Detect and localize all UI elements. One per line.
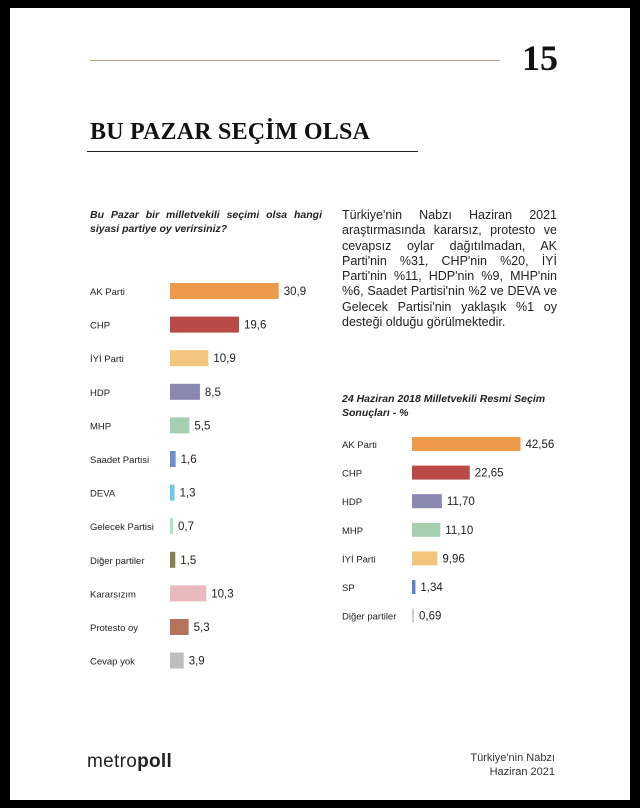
chart-2021-value-label-mhp: 5,5 xyxy=(194,420,211,433)
chart-2021-category-label-deva: DEVA xyxy=(90,488,116,500)
metropoll-logo: metropoll xyxy=(87,751,173,772)
chart-2018-bar-diger-partiler xyxy=(412,609,414,623)
chart-2018-category-label-i-yi-parti: İYİ Parti xyxy=(342,554,376,566)
chart-2018-bar-mhp xyxy=(412,523,440,537)
page-title: BU PAZAR SEÇİM OLSA xyxy=(90,119,371,145)
chart-2018-category-label-ak-parti: AK Parti xyxy=(342,440,377,451)
chart-2018-category-label-diger-partiler: Diğer partiler xyxy=(342,611,397,623)
chart-2021-value-label-hdp: 8,5 xyxy=(204,386,221,399)
chart-2021-category-label-cevap-yok: Cevap yok xyxy=(90,656,135,668)
chart-2021-category-label-diger-partiler: Diğer partiler xyxy=(90,555,145,567)
chart-2021-category-label-saadet-partisi: Saadet Partisi xyxy=(90,455,150,466)
chart-2018-title: 24 Haziran 2018 Milletvekili Resmi Seçim Sonuçları - % xyxy=(342,393,546,419)
chart-2018-bar-chp xyxy=(412,466,470,480)
chart-2018-bar-i-yi-parti xyxy=(412,551,437,565)
chart-2021-value-label-diger-partiler: 1,5 xyxy=(180,554,197,567)
footer-report-name: Türkiye'nin Nabzı xyxy=(470,752,555,764)
chart-2021-category-label-gelecek-partisi: Gelecek Partisi xyxy=(90,522,154,534)
chart-2018-category-label-hdp: HDP xyxy=(342,497,363,509)
chart-2021-value-label-protesto-oy: 5,3 xyxy=(193,622,210,634)
survey-question: Bu Pazar bir milletvekili seçimi olsa hangi siyasi partiye oy verirsiniz? xyxy=(90,209,322,235)
chart-2018-value-label-hdp: 11,70 xyxy=(446,496,475,509)
chart-2021-value-label-saadet-partisi: 1,6 xyxy=(180,454,197,466)
page-number: 15 xyxy=(522,38,558,78)
chart-2021-value-label-deva: 1,3 xyxy=(179,487,196,500)
chart-2018-category-label-chp: CHP xyxy=(342,468,363,480)
chart-2021-category-label-i-yi-parti: İYİ Parti xyxy=(90,354,124,366)
chart-2018-category-label-sp: SP xyxy=(342,583,355,594)
chart-2021-value-label-i-yi-parti: 10,9 xyxy=(213,353,236,366)
chart-2018-bar-hdp xyxy=(412,494,442,508)
chart-2018-value-label-sp: 1,34 xyxy=(420,582,443,594)
chart-2018-election-results xyxy=(10,8,630,648)
chart-2021-value-label-cevap-yok: 3,9 xyxy=(188,655,205,668)
chart-2018-value-label-i-yi-parti: 9,96 xyxy=(442,553,465,566)
findings-paragraph: Türkiye'nin Nabzı Haziran 2021 araştırmasında kararsız, protesto ve cevapsız oylar dağıtılmadan, AK Parti'nin %31, CHP'nin %20, İYİ Parti'nin %11, HDP'nin %9, MHP'nin %6, Saadet Partisi'nin %2 ve DEVA ve Gelecek Partisi'nin yaklaşık %1 oy desteği olduğu görülmektedir. xyxy=(342,208,557,330)
chart-2021-category-label-mhp: MHP xyxy=(90,421,112,433)
chart-2018-category-label-mhp: MHP xyxy=(342,525,364,537)
chart-2018-value-label-ak-parti: 42,56 xyxy=(525,439,555,451)
chart-2021-category-label-hdp: HDP xyxy=(90,387,111,399)
chart-2018-bar-sp xyxy=(412,580,415,594)
chart-2018-value-label-chp: 22,65 xyxy=(474,467,504,480)
chart-2021-bar-cevap-yok xyxy=(170,653,184,669)
chart-2018-bar-ak-parti xyxy=(412,437,521,451)
chart-2021-category-label-protesto-oy: Protesto oy xyxy=(90,623,139,634)
report-page xyxy=(10,8,630,800)
chart-2021-value-label-gelecek-partisi: 0,7 xyxy=(178,521,194,534)
chart-2021-category-label-chp: CHP xyxy=(90,320,111,332)
chart-2018-value-label-diger-partiler: 0,69 xyxy=(419,610,442,623)
chart-2021-value-label-ak-parti: 30,9 xyxy=(283,286,307,298)
chart-2018-value-label-mhp: 11,10 xyxy=(445,524,474,537)
chart-2021-category-label-ak-parti: AK Parti xyxy=(90,287,125,298)
chart-2021-category-label-kararsizim: Kararsızım xyxy=(90,589,136,601)
footer-report-date: Haziran 2021 xyxy=(489,766,555,778)
chart-2021-value-label-chp: 19,6 xyxy=(243,319,267,332)
chart-2021-value-label-kararsizim: 10,3 xyxy=(211,588,234,601)
